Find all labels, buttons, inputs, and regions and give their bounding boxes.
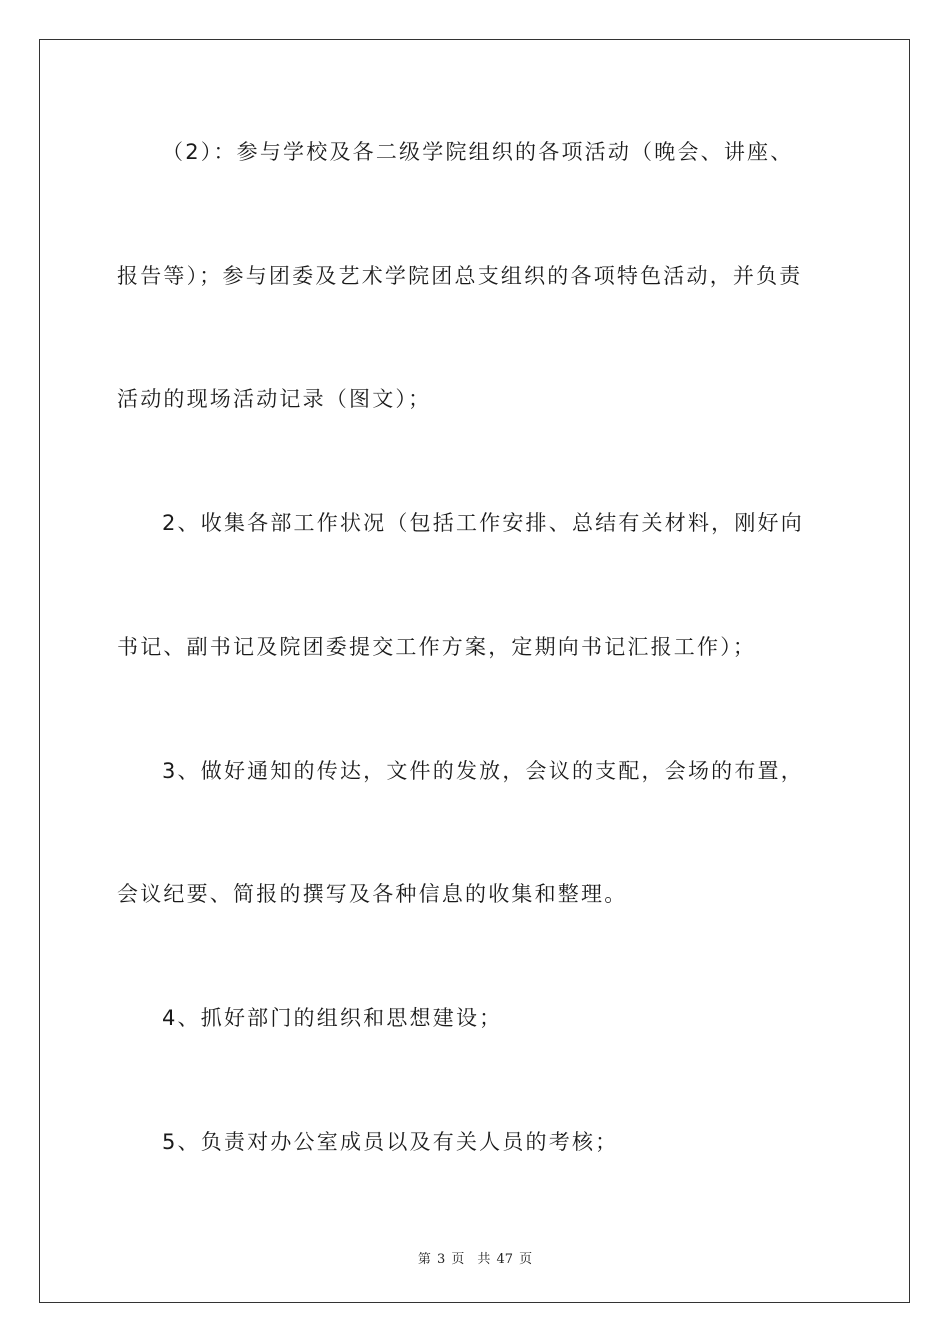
paragraph-line-2: 报告等）；参与团委及艺术学院团总支组织的各项特色活动，并负责 bbox=[117, 264, 803, 288]
paragraph-line-9: 5、负责对办公室成员以及有关人员的考核； bbox=[162, 1130, 619, 1154]
paragraph-line-7: 会议纪要、简报的撰写及各种信息的收集和整理。 bbox=[117, 882, 628, 906]
paragraph-line-3: 活动的现场活动记录（图文）； bbox=[117, 387, 432, 411]
page-border bbox=[39, 39, 910, 1303]
paragraph-line-1: （2）：参与学校及各二级学院组织的各项活动（晚会、讲座、 bbox=[162, 140, 794, 164]
paragraph-line-5: 书记、副书记及院团委提交工作方案，定期向书记汇报工作）； bbox=[117, 635, 757, 659]
paragraph-line-6: 3、做好通知的传达，文件的发放，会议的支配，会场的布置， bbox=[162, 759, 804, 783]
paragraph-line-8: 4、抓好部门的组织和思想建设； bbox=[162, 1006, 503, 1030]
page-number-footer: 第 3 页 共 47 页 bbox=[417, 1252, 533, 1267]
paragraph-line-4: 2、收集各部工作状况（包括工作安排、总结有关材料，刚好向 bbox=[162, 511, 804, 535]
